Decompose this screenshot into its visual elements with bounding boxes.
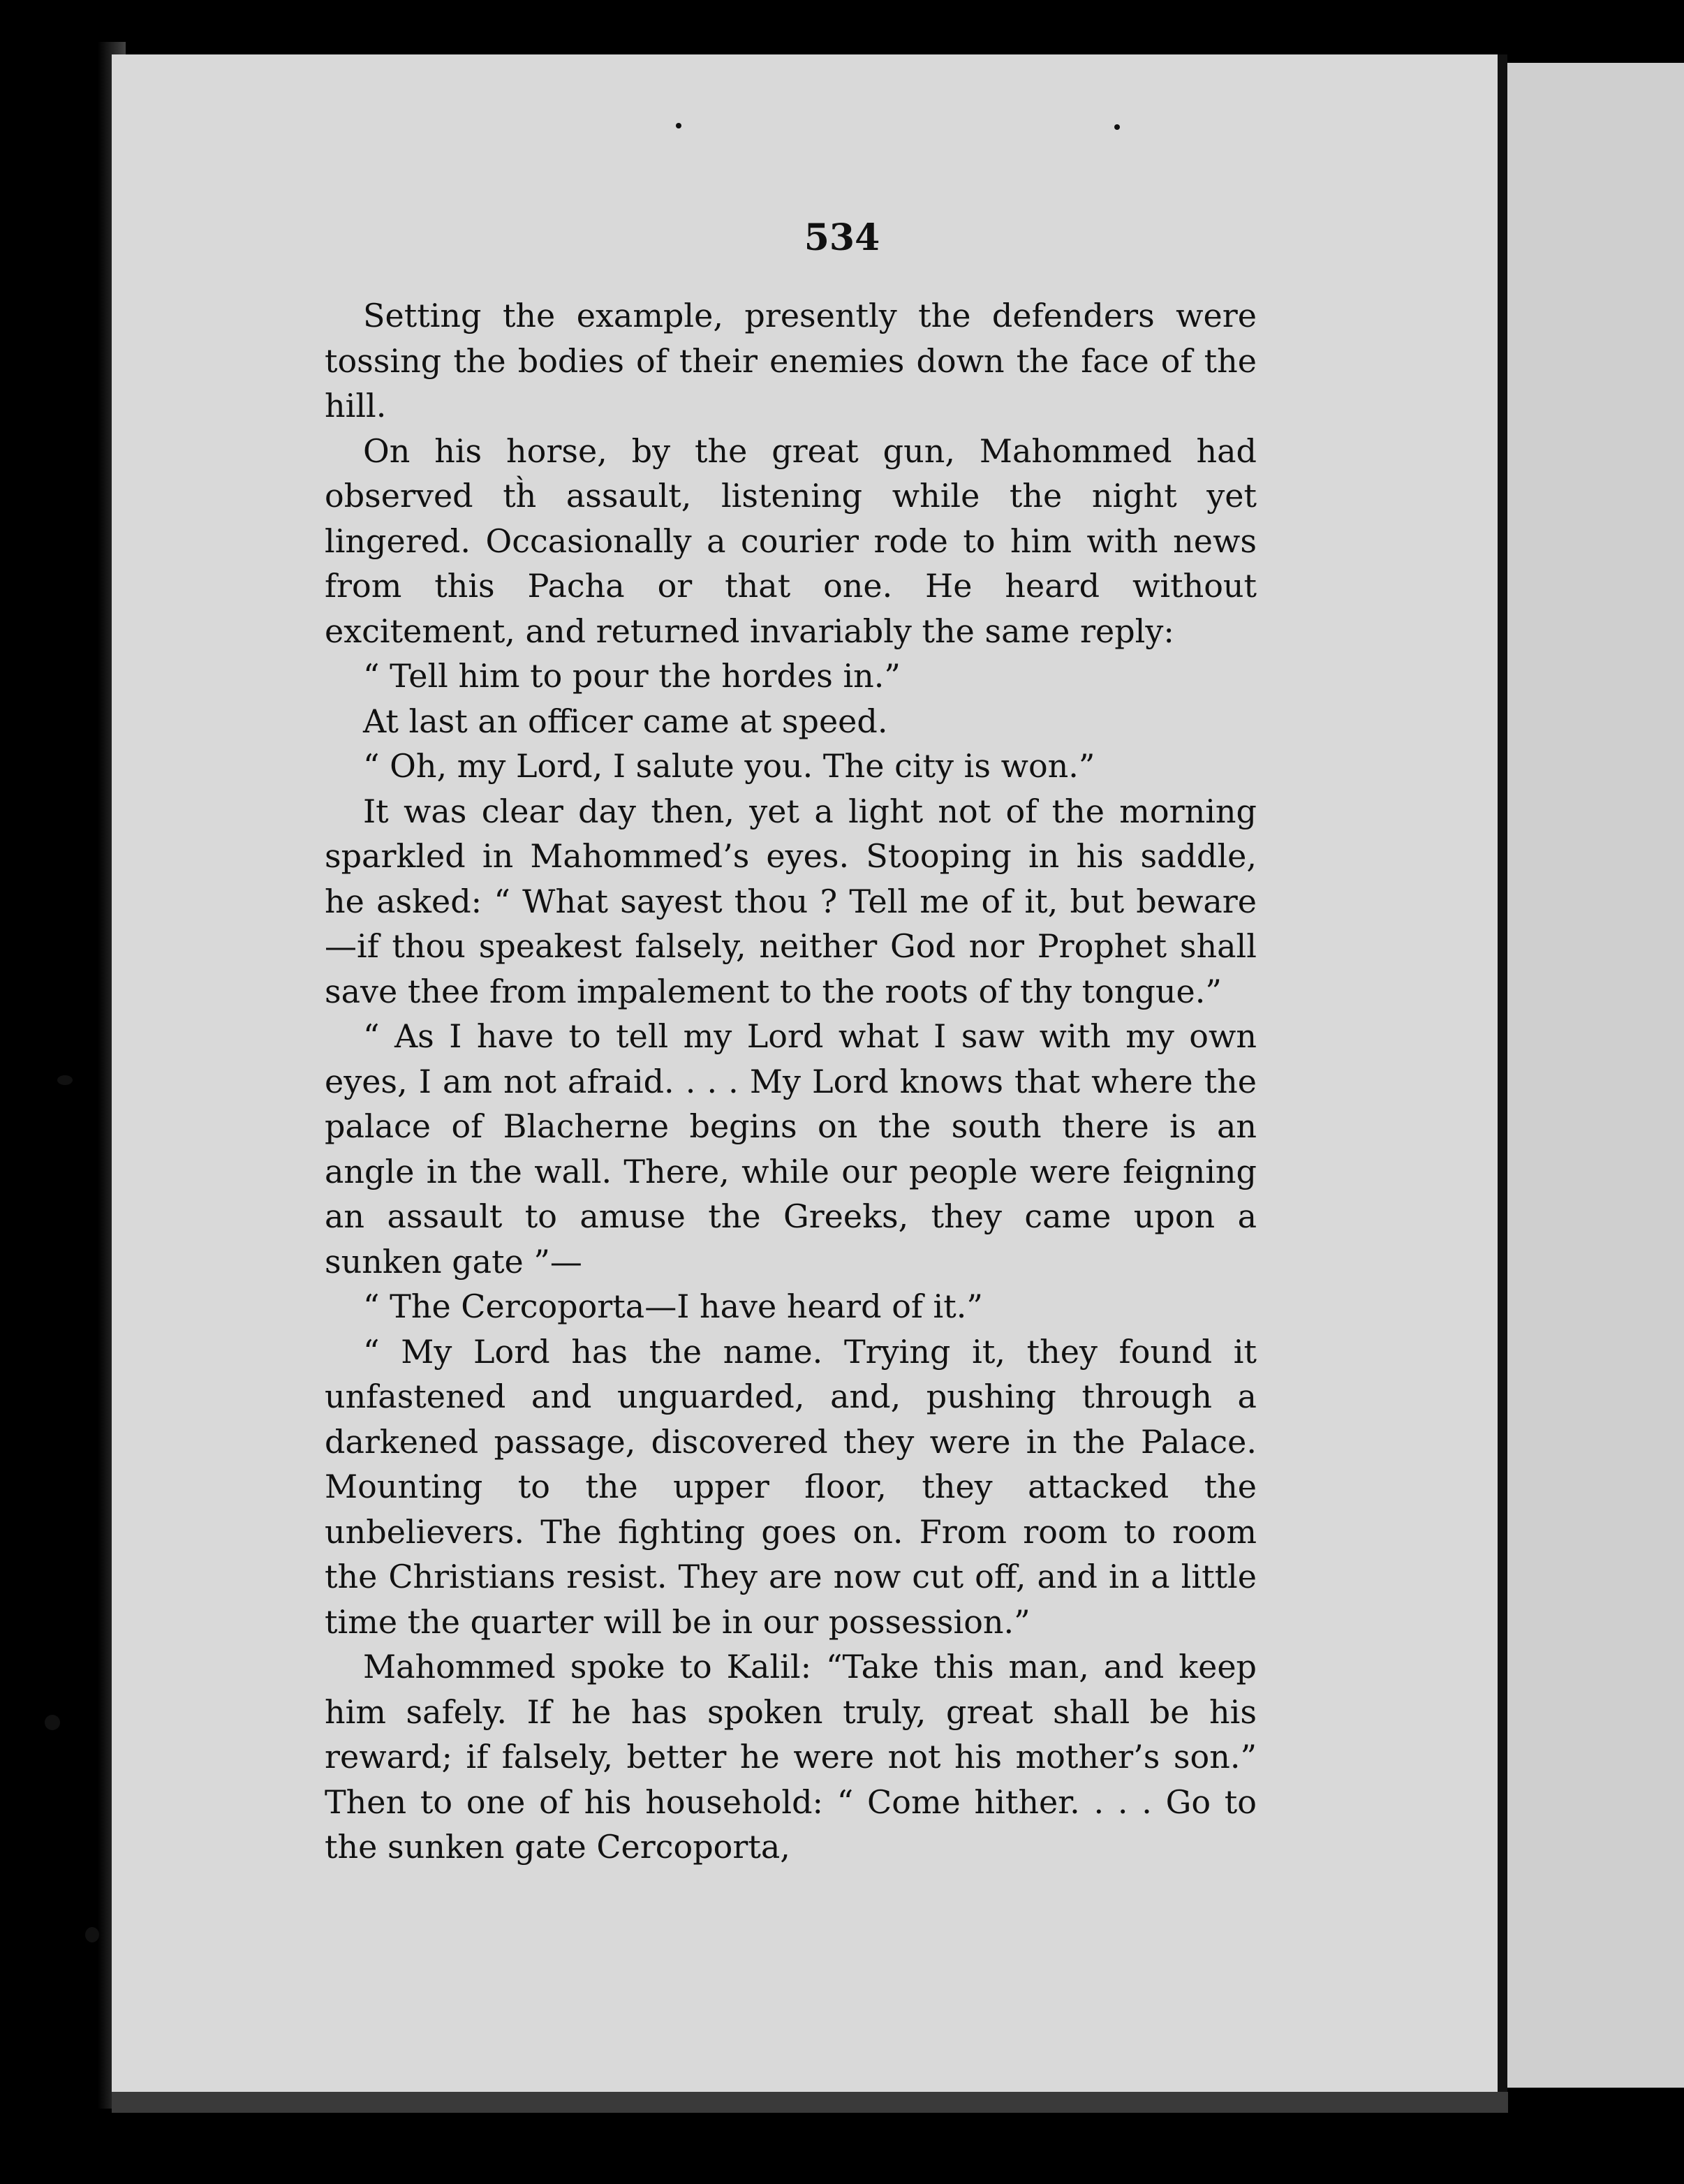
paragraph: “ My Lord has the name. Trying it, they found it unfastened and unguarded, and, pushing through a darkened passage, discovered they were in the Palace. Mounting to the upper floor, they attacked the unbelievers. The fighting goes on. From room to room the Christians resist. They are now cut off, and in a little time the quarter will be in our possession.” (325, 1332, 1257, 1641)
paragraph: Setting the example, presently the defenders were tossing the bodies of their enemies down the face of the hill. (325, 297, 1257, 425)
scan-speck (57, 1075, 73, 1085)
scan-speck (1114, 124, 1120, 130)
page-number: 534 (804, 216, 880, 259)
paragraph: It was clear day then, yet a light not of the morning sparkled in Mahommed’s eyes. Stooping in his saddle, he asked: “ What sayest thou ? Tell me of it, but beware—if thou speakest falsely, neither God nor Prophet shall save thee from impalement to the roots of thy tongue.” (325, 792, 1257, 1010)
paragraph: “ The Cercoporta—I have heard of it.” (363, 1287, 983, 1325)
page-bottom-edge (112, 2092, 1508, 2113)
paragraph: On his horse, by the great gun, Mahommed had observed th̀ assault, listening while the night yet lingered. Occasionally a courier rode to him with news from this Pacha or that one. He heard without excitement, and returned invariably the same reply: (325, 431, 1257, 650)
body-text (325, 293, 1257, 1870)
paragraph: “ As I have to tell my Lord what I saw with my own eyes, I am not afraid. . . . My Lord knows that where the palace of Blacherne begins on the south there is an angle in the wall. There, while our people were feigning an assault to amuse the Greeks, they came upon a sunken gate ”— (325, 1017, 1257, 1281)
paragraph: At last an officer came at speed. (363, 702, 888, 740)
scan-speck (85, 1927, 99, 1942)
scan-speck (676, 123, 681, 128)
book-spine (1498, 54, 1507, 2092)
paragraph: “ Oh, my Lord, I salute you. The city is won.” (363, 747, 1095, 785)
paragraph: Mahommed spoke to Kalil: “Take this man, and keep him safely. If he has spoken truly, great shall be his reward; if falsely, better he were not his mother’s son.” Then to one of his household: “ Come hither. . . . Go to the sunken gate Cercoporta, (325, 1648, 1257, 1866)
paragraph: “ Tell him to pour the hordes in.” (363, 657, 901, 695)
facing-page-edge (1507, 63, 1684, 2088)
scan-speck (45, 1715, 60, 1730)
